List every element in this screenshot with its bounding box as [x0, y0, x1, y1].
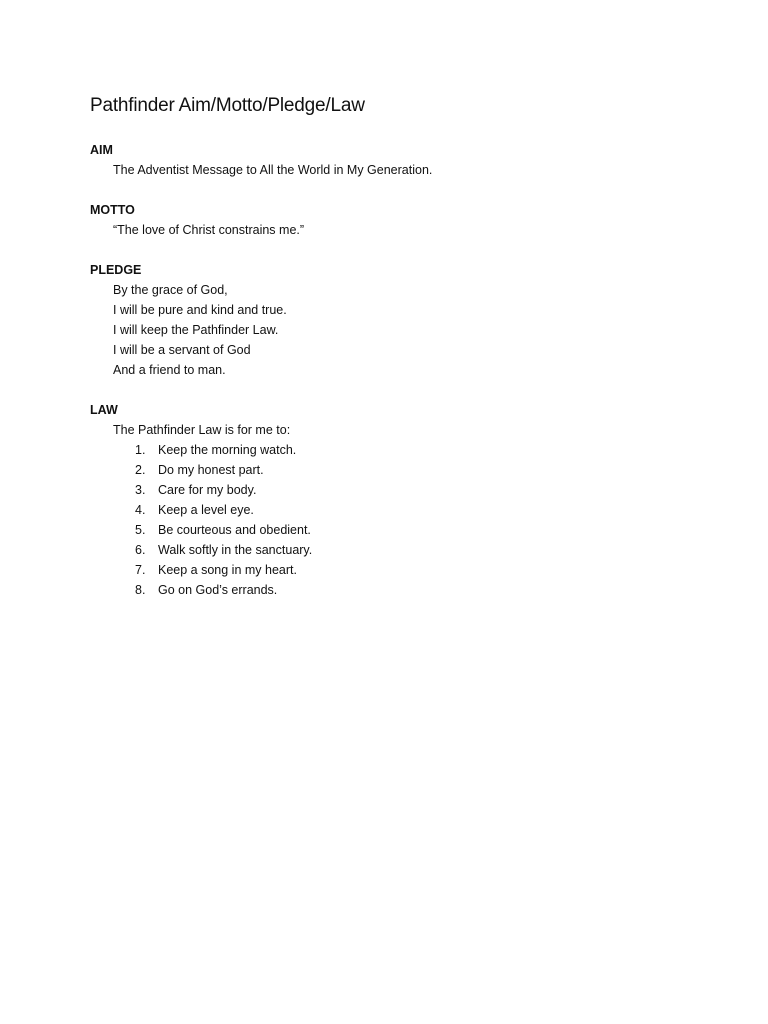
aim-text: The Adventist Message to All the World in My Generation. — [113, 163, 433, 177]
law-section — [90, 400, 690, 600]
pledge-heading: PLEDGE — [90, 263, 142, 277]
law-intro: The Pathfinder Law is for me to: — [113, 423, 291, 437]
law-item-number: 1. — [135, 443, 146, 457]
law-item-text: Care for my body. — [158, 483, 257, 497]
law-heading: LAW — [90, 403, 118, 417]
law-list-item — [90, 500, 690, 520]
pledge-section — [90, 260, 690, 380]
law-item-text: Be courteous and obedient. — [158, 523, 311, 537]
law-list-item — [90, 560, 690, 580]
pledge-line: I will keep the Pathfinder Law. — [113, 323, 279, 337]
pledge-line: By the grace of God, — [113, 283, 228, 297]
law-item-number: 4. — [135, 503, 146, 517]
law-item-text: Keep a song in my heart. — [158, 563, 297, 577]
motto-section — [90, 200, 690, 240]
law-item-text: Keep the morning watch. — [158, 443, 297, 457]
law-list — [90, 440, 690, 600]
motto-heading: MOTTO — [90, 203, 135, 217]
law-item-text: Go on God’s errands. — [158, 583, 278, 597]
law-list-item — [90, 480, 690, 500]
law-item-number: 7. — [135, 563, 146, 577]
law-list-item — [90, 460, 690, 480]
law-item-text: Walk softly in the sanctuary. — [158, 543, 313, 557]
pledge-line: I will be a servant of God — [113, 343, 251, 357]
law-item-text: Do my honest part. — [158, 463, 264, 477]
law-list-item — [90, 520, 690, 540]
law-list-item — [90, 540, 690, 560]
pledge-line: And a friend to man. — [113, 363, 226, 377]
aim-section — [90, 140, 690, 180]
pledge-line: I will be pure and kind and true. — [113, 303, 287, 317]
law-list-item — [90, 440, 690, 460]
law-list-item — [90, 580, 690, 600]
law-item-text: Keep a level eye. — [158, 503, 254, 517]
law-item-number: 5. — [135, 523, 146, 537]
page-title: Pathfinder Aim/Motto/Pledge/Law — [90, 95, 365, 116]
law-item-number: 6. — [135, 543, 146, 557]
aim-heading: AIM — [90, 143, 113, 157]
motto-text: “The love of Christ constrains me.” — [113, 223, 305, 237]
law-item-number: 3. — [135, 483, 146, 497]
law-item-number: 8. — [135, 583, 146, 597]
law-item-number: 2. — [135, 463, 146, 477]
